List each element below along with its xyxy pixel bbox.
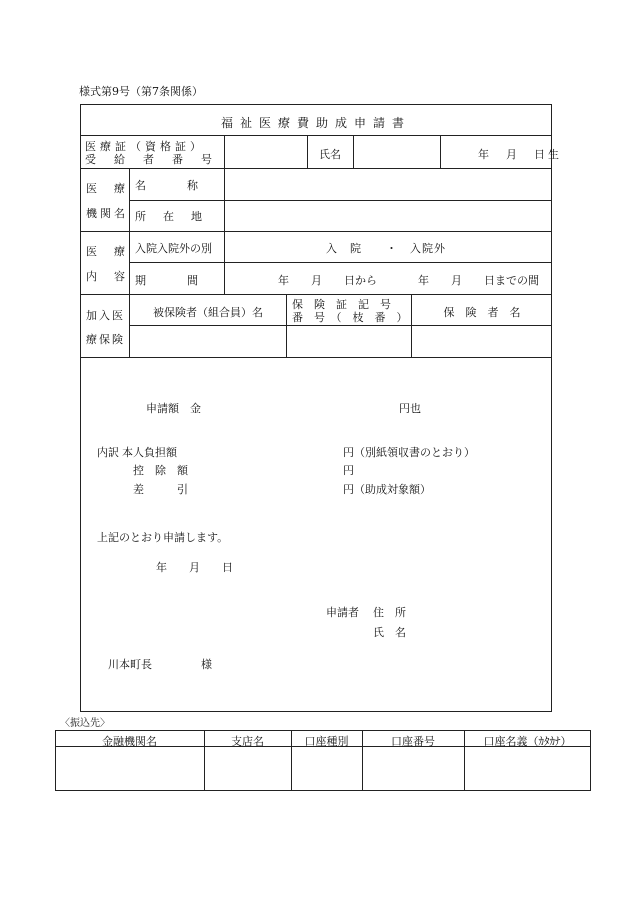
card-number-header-line1: 保 険 証 記 号	[292, 298, 391, 311]
transfer-label: 〈振込先〉	[60, 718, 110, 729]
statement-text: 上記のとおり申請します。	[97, 531, 229, 544]
insured-name-field[interactable]	[130, 326, 285, 356]
institution-name-field[interactable]	[225, 169, 551, 199]
institution-label-line1: 医 療	[86, 182, 128, 195]
applicant-name-label: 氏 名	[373, 626, 406, 639]
insurer-name-header: 保 険 者 名	[443, 306, 521, 319]
account-type-field[interactable]	[292, 747, 361, 790]
form-number-label: 様式第9号（第7条関係）	[79, 85, 203, 98]
column-account-type: 口座種別	[304, 735, 349, 748]
difference-unit: 円（助成対象額）	[343, 483, 431, 496]
column-account-holder: 口座名義（ｶﾀｶﾅ）	[483, 735, 572, 748]
column-branch: 支店名	[231, 735, 264, 748]
certificate-number-field[interactable]	[225, 136, 307, 167]
card-number-header-line2: 番 号 （ 枝 番 ）	[292, 311, 408, 324]
column-account-number: 口座番号	[391, 735, 435, 748]
period-label: 期 間	[135, 274, 200, 287]
deduction-unit: 円	[343, 464, 354, 477]
certificate-label-line2: 受給者番号	[85, 153, 230, 166]
period-from[interactable]: 年 月 日から	[278, 274, 377, 287]
self-pay-unit: 円（別紙領収書のとおり）	[343, 446, 475, 459]
breakdown-label: 内訳	[97, 446, 119, 459]
institution-address-field[interactable]	[225, 201, 551, 230]
name-field[interactable]	[354, 136, 440, 167]
card-number-field[interactable]	[287, 326, 410, 356]
inout-choice[interactable]: 入 院 ・ 入院外	[326, 242, 446, 255]
deduction-label: 控 除 額	[133, 464, 188, 477]
amount-unit: 円也	[399, 402, 421, 415]
birth-date-field[interactable]: 年 月 日生	[478, 148, 562, 161]
certificate-label-line1: 医療証（資格証）	[85, 140, 205, 153]
treatment-label-line1: 医 療	[86, 245, 128, 258]
institution-address-label: 所 在 地	[135, 210, 205, 223]
period-to[interactable]: 年 月 日までの間	[418, 274, 539, 287]
inout-label: 入院入院外の別	[135, 242, 212, 255]
account-number-field[interactable]	[363, 747, 463, 790]
insurance-label-line2: 療保険	[86, 333, 125, 346]
applicant-label: 申請者	[326, 606, 359, 619]
account-holder-field[interactable]	[465, 747, 590, 790]
insurance-label-line1: 加入医	[86, 309, 125, 322]
column-bank-name: 金融機関名	[102, 735, 157, 748]
form-title: 福祉医療費助成申請書	[220, 116, 411, 130]
difference-label: 差 引	[133, 483, 188, 496]
name-label: 氏名	[319, 148, 341, 161]
application-date[interactable]: 年 月 日	[156, 561, 233, 574]
insured-name-header: 被保険者（組合員）名	[153, 306, 263, 319]
self-pay-label: 本人負担額	[122, 446, 177, 459]
applicant-address-label: 住 所	[373, 606, 406, 619]
treatment-label-line2: 内 容	[86, 270, 128, 283]
bank-name-field[interactable]	[56, 747, 203, 790]
insurer-name-field[interactable]	[412, 326, 551, 356]
institution-label-line2: 機関名	[86, 207, 128, 220]
institution-name-label: 名 称	[135, 179, 200, 192]
honorific: 様	[201, 658, 212, 671]
addressee: 川本町長	[108, 658, 152, 671]
amount-label: 申請額 金	[146, 402, 201, 415]
branch-field[interactable]	[205, 747, 290, 790]
